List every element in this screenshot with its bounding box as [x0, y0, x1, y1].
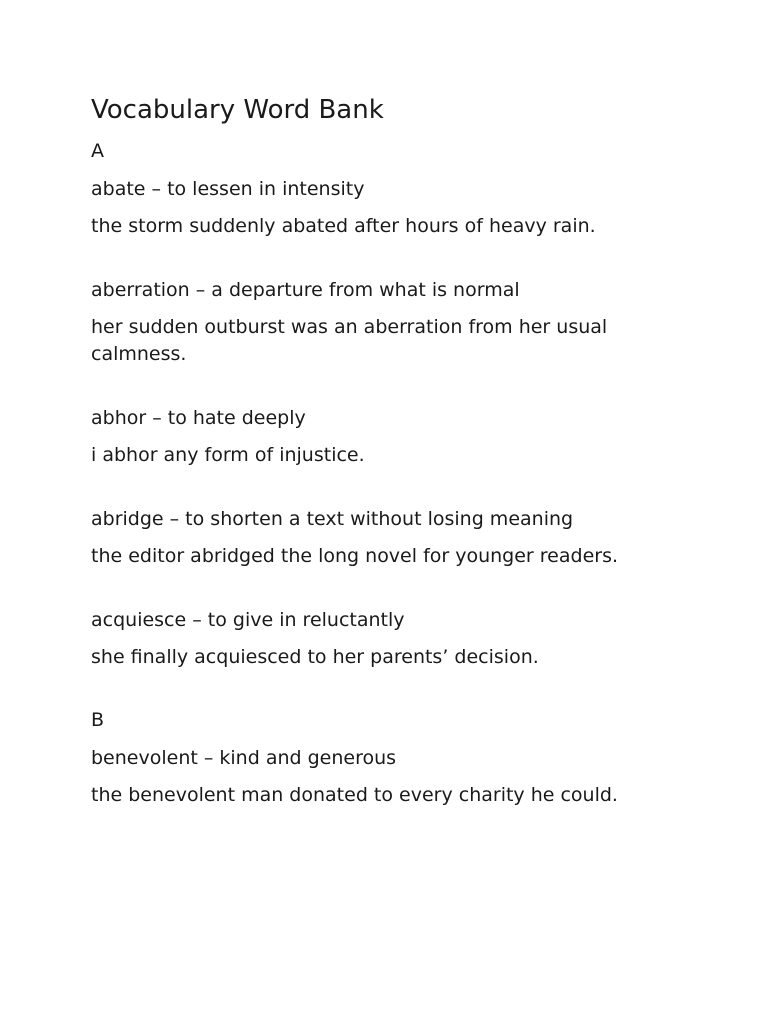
- entry-example: her sudden outburst was an aberration from her usual calmness.: [91, 316, 608, 365]
- section-letter: A: [91, 140, 104, 162]
- entry-definition: abridge – to shorten a text without losing meaning: [91, 508, 574, 530]
- vocab-entry-benevolent: [91, 745, 691, 809]
- section-b: [91, 708, 691, 809]
- entry-definition: acquiesce – to give in reluctantly: [91, 609, 405, 631]
- entry-example: she finally acquiesced to her parents’ decision.: [91, 646, 539, 668]
- entry-example: i abhor any form of injustice.: [91, 444, 365, 466]
- vocab-entry-abate: [91, 176, 691, 240]
- entry-example: the editor abridged the long novel for younger readers.: [91, 545, 619, 567]
- entry-example: the storm suddenly abated after hours of heavy rain.: [91, 215, 596, 237]
- vocab-entry-abhor: [91, 405, 691, 469]
- entry-definition: abate – to lessen in intensity: [91, 178, 365, 200]
- entry-example: the benevolent man donated to every charity he could.: [91, 784, 618, 806]
- entry-definition: aberration – a departure from what is normal: [91, 279, 520, 301]
- vocab-entry-aberration: [91, 277, 691, 368]
- section-letter: B: [91, 709, 105, 731]
- entry-definition: abhor – to hate deeply: [91, 407, 306, 429]
- entry-definition: benevolent – kind and generous: [91, 747, 397, 769]
- document-page: [91, 94, 691, 809]
- document-title: Vocabulary Word Bank: [91, 95, 384, 125]
- vocab-entry-abridge: [91, 506, 691, 570]
- vocab-entry-acquiesce: [91, 607, 691, 671]
- section-a: [91, 139, 691, 671]
